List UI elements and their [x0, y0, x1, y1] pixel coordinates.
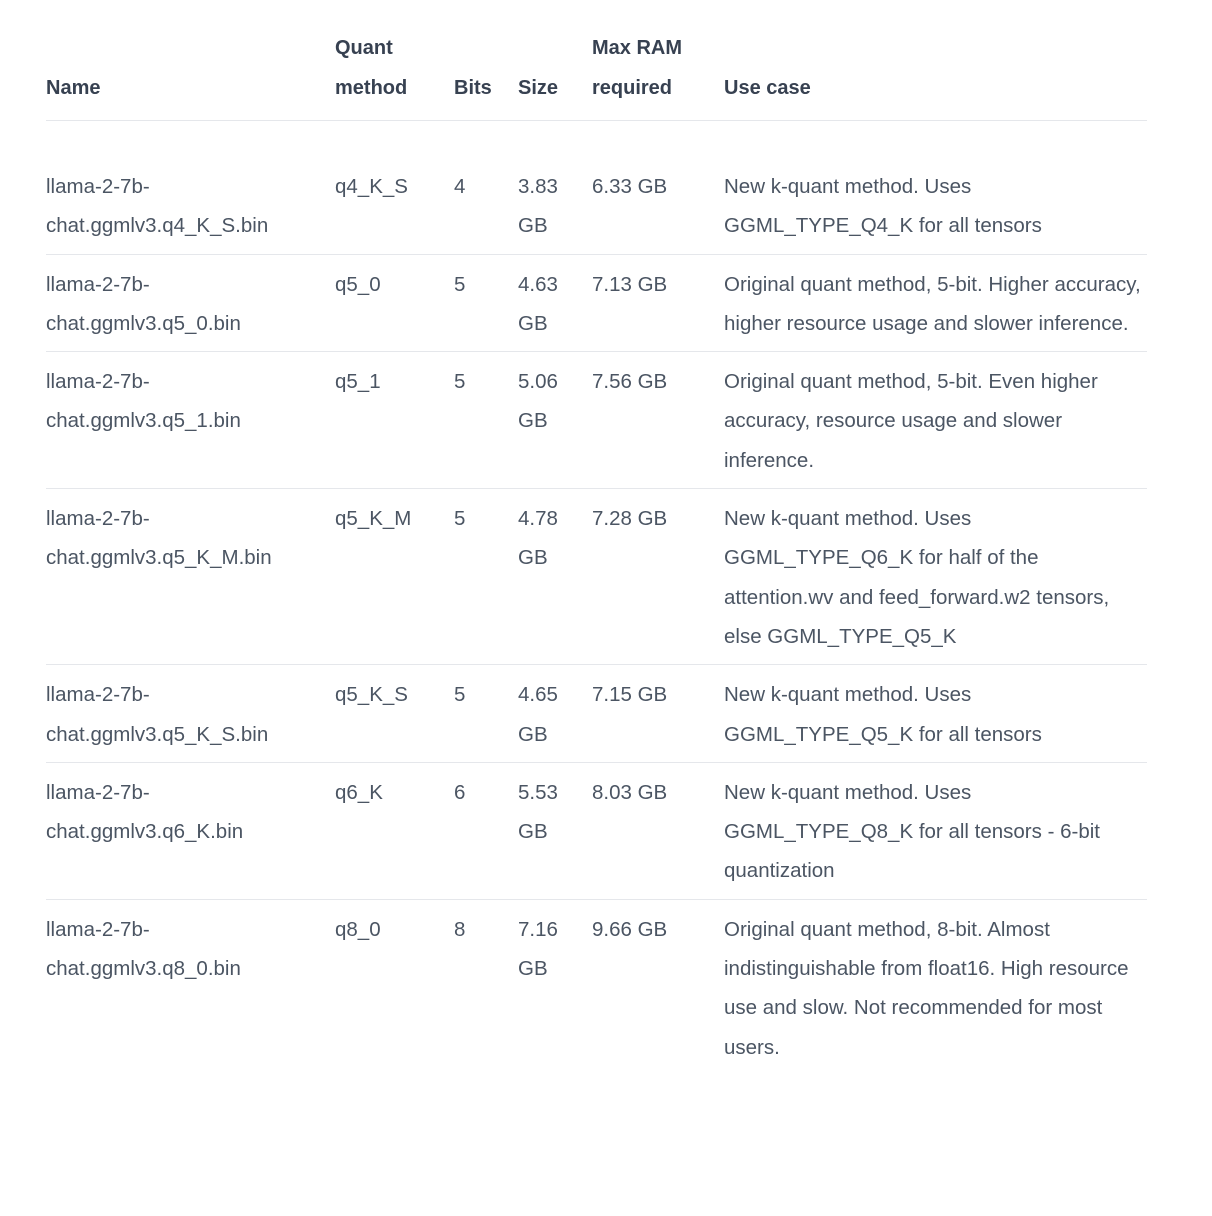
cell-size: 4.63 GB [518, 254, 592, 352]
cell-name: llama-2-7b- chat.ggmlv3.q5_K_S.bin [46, 665, 335, 763]
cell-size: 3.83 GB [518, 121, 592, 255]
cell-use-case: New k-quant method. Uses GGML_TYPE_Q5_K for all tensors [724, 665, 1147, 763]
cell-name: llama-2-7b- chat.ggmlv3.q5_K_M.bin [46, 489, 335, 665]
table-row [46, 121, 1147, 255]
cell-quant-method: q5_1 [335, 352, 454, 489]
header-name: Name [46, 28, 335, 121]
cell-quant-method: q5_K_S [335, 665, 454, 763]
cell-max-ram: 9.66 GB [592, 917, 668, 941]
cell-name: llama-2-7b- chat.ggmlv3.q6_K.bin [46, 762, 335, 899]
cell-max-ram: 7.13 GB [592, 254, 724, 352]
cell-use-case: Original quant method, 5-bit. Even higher accuracy, resource usage and slower inference. [724, 352, 1147, 489]
table-row [46, 254, 1147, 352]
cell-name: llama-2-7b- chat.ggmlv3.q4_K_S.bin [46, 121, 335, 255]
cell-name: llama-2-7b- chat.ggmlv3.q8_0.bin [46, 917, 241, 981]
cell-use-case: New k-quant method. Uses GGML_TYPE_Q4_K for all tensors [724, 121, 1147, 255]
cell-max-ram: 8.03 GB [592, 762, 724, 899]
cell-quant-method: q6_K [335, 762, 454, 899]
cell-size: 5.06 GB [518, 352, 592, 489]
cell-quant-method: q5_K_M [335, 489, 454, 665]
header-max-ram: Max RAM required [592, 28, 724, 121]
cell-use-case: New k-quant method. Uses GGML_TYPE_Q6_K for half of the attention.wv and feed_forward.w2 tensors, else GGML_TYPE_Q5_K [724, 489, 1147, 665]
cell-quant-method: q8_0 [335, 917, 381, 941]
cell-quant-method: q5_0 [335, 254, 454, 352]
cell-use-case: Original quant method, 8-bit. Almost indistinguishable from float16. High resource use and slow. Not recommended for most users. [724, 917, 1129, 1059]
header-bits: Bits [454, 28, 518, 121]
header-quant-method: Quant method [335, 28, 454, 121]
table-row [46, 489, 1147, 665]
cell-max-ram: 7.15 GB [592, 665, 724, 763]
cell-max-ram: 7.56 GB [592, 352, 724, 489]
table-row [46, 352, 1147, 489]
cell-size: 7.16 GB [518, 917, 558, 981]
cell-max-ram: 6.33 GB [592, 121, 724, 255]
table-row [46, 899, 1147, 1075]
cell-size: 4.78 GB [518, 489, 592, 665]
cell-bits: 4 [454, 121, 518, 255]
cell-use-case: New k-quant method. Uses GGML_TYPE_Q8_K for all tensors - 6-bit quantization [724, 762, 1147, 899]
cell-bits: 5 [454, 665, 518, 763]
cell-max-ram: 7.28 GB [592, 489, 724, 665]
cell-bits: 5 [454, 352, 518, 489]
cell-bits: 5 [454, 489, 518, 665]
cell-bits: 5 [454, 254, 518, 352]
cell-quant-method: q4_K_S [335, 121, 454, 255]
table-row [46, 762, 1147, 899]
table-header-row [46, 28, 1147, 121]
model-files-table-container [46, 28, 1147, 1075]
cell-bits: 6 [454, 762, 518, 899]
cell-use-case: Original quant method, 5-bit. Higher accuracy, higher resource usage and slower inference. [724, 254, 1147, 352]
header-use-case: Use case [724, 28, 1147, 121]
model-files-table [46, 28, 1147, 1075]
table-row [46, 665, 1147, 763]
cell-name: llama-2-7b- chat.ggmlv3.q5_1.bin [46, 352, 335, 489]
cell-name: llama-2-7b- chat.ggmlv3.q5_0.bin [46, 254, 335, 352]
cell-size: 5.53 GB [518, 762, 592, 899]
header-size: Size [518, 28, 592, 121]
cell-bits: 8 [454, 917, 466, 941]
cell-size: 4.65 GB [518, 665, 592, 763]
